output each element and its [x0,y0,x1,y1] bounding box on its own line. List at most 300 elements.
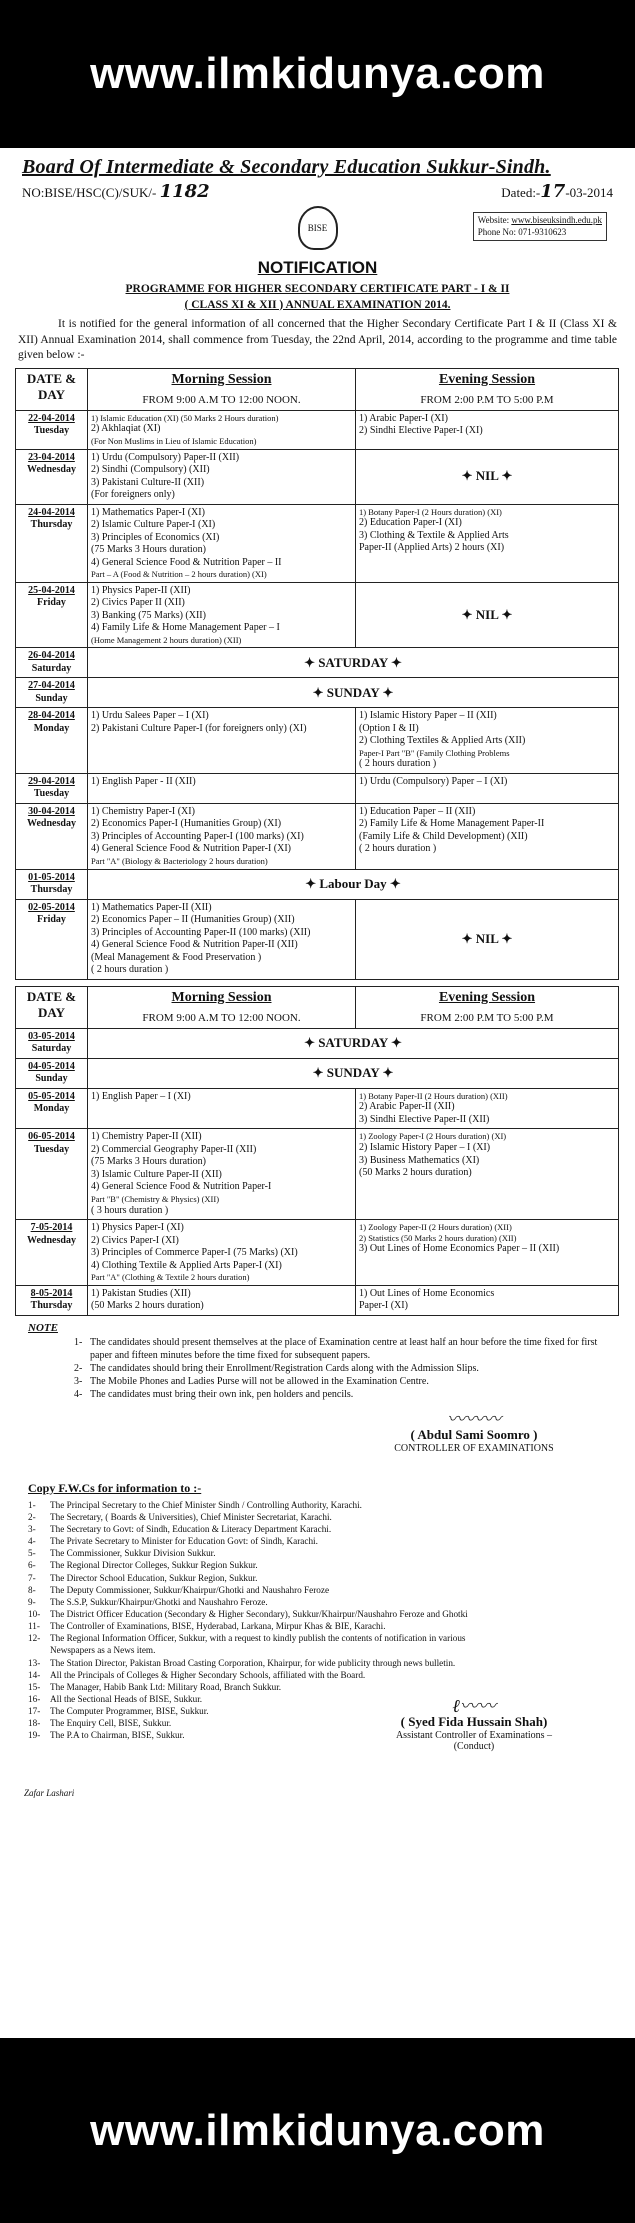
holiday-cell: ✦ SUNDAY ✦ [88,1058,619,1088]
paper-line: (Home Management 2 hours duration) (XII) [91,634,242,645]
paper-line: 3) Principles of Accounting Paper-II (100 marks) (XII) [91,926,311,938]
item-number: 19- [28,1730,41,1741]
morning-session-title: Morning Session [171,989,272,1005]
exam-day: Tuesday [33,1143,70,1155]
item-text: The Principal Secretary to the Chief Minister Sindh / Controlling Authority, Karachi. [50,1499,362,1510]
item-text: The Secretary to Govt: of Sindh, Education & Literacy Department Karachi. [50,1523,332,1534]
paper-line: 4) General Science Food & Nutrition Paper-II (XII) [91,939,298,951]
item-text: The Director School Education, Sukkur Region, Sukkur. [50,1572,258,1583]
item-number: 10- [28,1608,41,1619]
item-text: The Private Secretary to Minister for Education Govt: of Sindh, Karachi. [50,1536,318,1547]
exam-day: Monday [33,722,70,734]
copy-item [28,1669,488,1681]
reference-handwritten: 1182 [159,181,210,202]
paper-line: 1) English Paper – I (XI) [91,1090,191,1102]
paper-line: 3) Out Lines of Home Economics Paper – II (XII) [359,1243,560,1255]
paper-line: 4) General Science Food & Nutrition Paper-I (XI) [91,843,292,855]
schedule-row [16,582,619,648]
copy-item [28,1584,488,1596]
paper-line: 3) Principles of Accounting Paper-I (100 marks) (XI) [91,830,304,842]
item-text: The Regional Director Colleges, Sukkur Region Sukkur. [50,1560,258,1571]
date-cell [16,1285,88,1315]
evening-session-title: Evening Session [438,989,536,1005]
evening-papers [359,710,615,771]
item-text: The Commissioner, Sukkur Division Sukkur. [50,1548,216,1559]
exam-date: 7-05-2014 [30,1222,73,1234]
paper-line: 2) Civics Paper-I (XI) [91,1234,179,1246]
paper-line: 2) Akhlaqiat (XI) [91,423,161,435]
morning-papers [91,413,352,447]
paper-line: 2) Arabic Paper-II (XII) [359,1101,455,1113]
item-number: 18- [28,1718,41,1729]
notification-title: NOTIFICATION [257,258,378,277]
morning-cell [88,899,356,979]
date-cell [16,899,88,979]
schedule-row [16,504,619,582]
schedule-row [16,899,619,979]
exam-day: Saturday [31,662,72,674]
copy-item [28,1572,488,1584]
holiday-cell: ✦ Labour Day ✦ [88,869,619,899]
exam-date: 01-05-2014 [28,871,75,883]
paper-line: 1) Out Lines of Home Economics [359,1287,495,1299]
evening-cell [356,1220,619,1286]
paper-line: (75 Marks 3 Hours duration) [91,544,206,556]
item-text: The Secretary, ( Boards & Universities), Chief Minister Secretariat, Karachi. [50,1511,332,1522]
paper-line: 1) Education Paper – II (XII) [359,805,476,817]
exam-date: 03-05-2014 [28,1030,75,1042]
item-text: The Computer Programmer, BISE, Sukkur. [50,1706,209,1717]
paper-line: 2) Statistics (50 Marks 2 hours duration) (XII) [359,1232,517,1243]
item-number: 13- [28,1657,41,1668]
note-title: NOTE [28,1321,58,1334]
paper-line: 1) English Paper - II (XII) [91,775,196,787]
item-number: 5- [28,1548,36,1559]
paper-line: Part "A" (Clothing & Textile 2 hours duration) [91,1272,250,1283]
morning-papers [91,806,352,867]
date-cell [16,648,88,678]
date-cell [16,1220,88,1286]
date-day-label: DATE & DAY [26,988,77,1020]
schedule-row [16,410,619,449]
reference-row [14,181,621,202]
item-text: The candidates should present themselves at the place of Examination centre at least half an hour before the time fixed for first paper and fifteen minutes before the time fixed for subsequent papers. [90,1336,598,1361]
logo-area [14,206,621,254]
exam-day: Sunday [35,692,68,704]
evening-papers [359,1222,615,1256]
paper-line: Part "B" (Chemistry & Physics) (XII) [91,1193,220,1204]
evening-papers [359,507,615,555]
paper-line: ( 2 hours duration ) [91,964,169,976]
intro-paragraph: It is notified for the general information of all concerned that the Higher Secondary Certificate Part I & II (Class XI & XII) Annual Examination 2014, shall commence from Tuesday, the 22nd April, 2014, according to the programme and time table given below :- [18,318,617,362]
morning-papers [91,776,352,789]
date-day-header [16,986,88,1028]
paper-line: 1) Zoology Paper-I (2 Hours duration) (XI) [359,1131,507,1142]
morning-cell [88,504,356,582]
morning-papers [91,452,352,502]
banner-bottom[interactable]: www.ilmkidunya.com [0,2038,635,2223]
exam-day: Thursday [30,884,73,896]
item-number: 3- [28,1523,36,1534]
board-crest-icon: BISE [298,206,338,250]
item-number: 6- [28,1560,36,1571]
item-text: The Controller of Examinations, BISE, Hyderabad, Larkana, Mirpur Khas & BIE, Karachi. [50,1621,386,1632]
schedule-row [16,1088,619,1129]
exam-date: 06-05-2014 [28,1131,75,1143]
morning-cell [88,582,356,648]
evening-papers [359,806,615,856]
signature-1-mark: 〰〰〰 [447,1408,501,1430]
evening-nil: ✦ NIL ✦ [356,899,619,979]
date-cell [16,1028,88,1058]
evening-nil: ✦ NIL ✦ [356,449,619,504]
date-day-header [16,368,88,410]
evening-papers [359,1091,615,1127]
morning-cell [88,803,356,869]
schedule-table-part1 [15,368,619,980]
date-cell [16,449,88,504]
date-cell [16,678,88,708]
paper-line: 1) Physics Paper-II (XII) [91,584,191,596]
phone-number: 071-9310623 [518,226,567,237]
paper-line: 2) Pakistani Culture Paper-I (for foreigners only) (XI) [91,722,307,734]
evening-papers [359,776,615,789]
paper-line: 3) Islamic Culture Paper-II (XII) [91,1168,222,1180]
paper-line: Part – A (Food & Nutrition – 2 hours duration) (XI) [91,569,267,580]
paper-line: (For foreigners only) [91,489,175,501]
morning-session-header [88,986,356,1028]
paper-line: Part "A" (Biology & Bacteriology 2 hours duration) [91,855,268,866]
exam-date: 8-05-2014 [30,1287,73,1299]
morning-papers [91,902,352,977]
paper-line: 2) Sindhi (Compulsory) (XII) [91,464,210,476]
item-text: The candidates should bring their Enrollment/Registration Cards along with the Admission Slips. [90,1362,479,1374]
holiday-cell: ✦ SATURDAY ✦ [88,1028,619,1058]
evening-session-header [356,368,619,410]
item-number: 16- [28,1693,41,1704]
contact-box: Website: www.biseuksindh.edu.pk Phone No: 071-9310623 [473,212,607,241]
morning-papers [91,1288,352,1313]
note-item [74,1362,621,1375]
banner-top[interactable]: www.ilmkidunya.com [0,0,635,148]
paper-line: 2) Education Paper-I (XI) [359,517,462,529]
item-number: 9- [28,1596,36,1607]
copy-item [28,1608,488,1620]
morning-session-time: FROM 9:00 A.M TO 12:00 NOON. [142,394,301,407]
paper-line: Paper-I Part "B" (Family Clothing Problems [359,747,510,758]
morning-cell [88,1285,356,1315]
morning-session-time: FROM 9:00 A.M TO 12:00 NOON. [142,1012,301,1025]
exam-date: 30-04-2014 [28,805,75,817]
exam-day: Thursday [30,519,73,531]
note-item [74,1388,621,1401]
item-text: The Manager, Habib Bank Ltd: Military Road, Branch Sukkur. [50,1681,282,1692]
date-cell [16,803,88,869]
note-item [74,1336,621,1362]
date-cell [16,1088,88,1129]
copy-item [28,1499,488,1511]
schedule-table-part2 [15,986,619,1316]
item-text: The Regional Information Officer, Sukkur, with a request to kindly publish the contents of notification in various Newspapers as a News item. [50,1633,466,1656]
evening-session-time: FROM 2:00 P.M TO 5:00 P.M [420,394,554,407]
schedule-row [16,708,619,774]
morning-cell [88,773,356,803]
date-cell [16,869,88,899]
paper-line: Paper-I (XI) [359,1300,408,1312]
schedule-row [16,678,619,708]
evening-cell [356,773,619,803]
morning-cell [88,410,356,449]
morning-cell [88,1129,356,1220]
evening-session-header [356,986,619,1028]
item-text: All the Principals of Colleges & Higher Secondary Schools, affiliated with the Board. [50,1669,366,1680]
paper-line: 1) Islamic Education (XI) (50 Marks 2 Hours duration) [91,412,279,423]
morning-cell [88,1088,356,1129]
evening-session-title: Evening Session [438,371,536,387]
evening-papers [359,1131,615,1179]
item-number: 17- [28,1706,41,1717]
website-link[interactable]: www.biseuksindh.edu.pk [511,215,602,225]
evening-cell [356,1285,619,1315]
copy-item [28,1632,488,1656]
evening-cell [356,1129,619,1220]
copy-item [28,1657,488,1669]
item-number: 2- [74,1362,83,1374]
notification-document [0,148,635,2038]
paper-line: 2) Islamic History Paper – I (XI) [359,1142,491,1154]
evening-papers [359,413,615,438]
paper-line: 2) Clothing Textiles & Applied Arts (XII) [359,735,526,747]
holiday-cell: ✦ SATURDAY ✦ [88,648,619,678]
note-item [74,1375,621,1388]
paper-line: ( 2 hours duration ) [359,843,437,855]
item-text: The Mobile Phones and Ladies Purse will not be allowed in the Examination Centre. [90,1375,429,1387]
paper-line: (Meal Management & Food Preservation ) [91,951,262,963]
date-cell [16,1129,88,1220]
schedule-row [16,803,619,869]
exam-date: 29-04-2014 [28,775,75,787]
schedule-row [16,648,619,678]
paper-line: (For Non Muslims in Lieu of Islamic Education) [91,435,257,446]
copy-item [28,1547,488,1559]
item-text: The District Officer Education (Secondary & Higher Secondary), Sukkur/Khairpur/Naushahro Feroze and Ghotki [50,1608,468,1619]
item-number: 4- [74,1388,83,1400]
item-number: 3- [74,1375,83,1387]
paper-line: 1) Physics Paper-I (XI) [91,1222,184,1234]
exam-day: Sunday [35,1073,68,1085]
date-day-label: DATE & DAY [26,370,77,402]
paper-line: 1) Botany Paper-II (2 Hours duration) (XII) [359,1090,508,1101]
exam-date: 02-05-2014 [28,901,75,913]
paper-line: 1) Zoology Paper-II (2 Hours duration) (XII) [359,1222,512,1233]
morning-cell [88,1220,356,1286]
paper-line: (Family Life & Child Development) (XII) [359,830,528,842]
paper-line: 1) Urdu (Compulsory) Paper-II (XII) [91,451,240,463]
reference-number: NO:BISE/HSC(C)/SUK/- 1182 [22,181,210,202]
paper-line: 1) Urdu Salees Paper – I (XI) [91,710,209,722]
exam-day: Friday [37,597,66,609]
exam-day: Wednesday [27,1234,76,1246]
morning-papers [91,1222,352,1283]
item-text: The S.S.P, Sukkur/Khairpur/Ghotki and Naushahro Feroze. [50,1596,268,1607]
item-number: 4- [28,1536,36,1547]
exam-date: 24-04-2014 [28,506,75,518]
schedule-row [16,1129,619,1220]
copy-item [28,1620,488,1632]
table-header-row [16,986,619,1028]
evening-cell [356,1088,619,1129]
item-text: The P.A to Chairman, BISE, Sukkur. [50,1730,185,1741]
holiday-cell: ✦ SUNDAY ✦ [88,678,619,708]
schedule-row [16,1285,619,1315]
exam-date: 23-04-2014 [28,451,75,463]
paper-line: 1) Islamic History Paper – II (XII) [359,710,497,722]
paper-line: 1) Mathematics Paper-I (XI) [91,506,205,518]
exam-date: 27-04-2014 [28,680,75,692]
paper-line: 4) Clothing Textile & Applied Arts Paper-I (XI) [91,1259,282,1271]
evening-papers [359,1288,615,1313]
evening-cell [356,504,619,582]
schedule-row [16,1220,619,1286]
date-cell [16,504,88,582]
copy-item [28,1596,488,1608]
signatory-2-title: Assistant Controller of Examinations – [395,1729,553,1741]
exam-date: 25-04-2014 [28,584,75,596]
date-field: Dated:-17-03-2014 [501,181,613,202]
signatory-1-name: ( Abdul Sami Soomro ) [410,1426,538,1442]
schedule-row [16,869,619,899]
morning-papers [91,1091,352,1104]
paper-line: (50 Marks 2 hours duration) [359,1167,472,1179]
item-number: 12- [28,1633,41,1644]
paper-line: (Option I & II) [359,722,419,734]
item-number: 1- [28,1499,36,1510]
date-cell [16,582,88,648]
date-cell [16,410,88,449]
morning-papers [91,1131,352,1217]
paper-line: Paper-II (Applied Arts) 2 hours (XI) [359,542,505,554]
paper-line: 1) Botany Paper-I (2 Hours duration) (XI) [359,506,502,517]
paper-line: 1) Mathematics Paper-II (XII) [91,901,212,913]
schedule-row [16,1028,619,1058]
item-text: The Enquiry Cell, BISE, Sukkur. [50,1718,172,1729]
item-number: 2- [28,1511,36,1522]
date-cell [16,1058,88,1088]
signatory-2-name: ( Syed Fida Hussain Shah) [400,1713,548,1729]
notes-list [74,1336,621,1401]
paper-line: 3) Principles of Economics (XI) [91,531,220,543]
signature-block-1 [14,1401,621,1481]
evening-session-time: FROM 2:00 P.M TO 5:00 P.M [420,1012,554,1025]
programme-title: PROGRAMME FOR HIGHER SECONDARY CERTIFICATE PART - I & II ( CLASS XI & XII ) ANNUAL EXAMINATION 2014. [125,283,510,311]
exam-day: Tuesday [33,425,70,437]
evening-nil: ✦ NIL ✦ [356,582,619,648]
exam-date: 05-05-2014 [28,1090,75,1102]
evening-cell [356,708,619,774]
schedule-row [16,1058,619,1088]
exam-date: 22-04-2014 [28,412,75,424]
paper-line: 2) Islamic Culture Paper-I (XI) [91,519,216,531]
morning-papers [91,710,352,735]
exam-day: Monday [33,1103,70,1115]
date-cell [16,773,88,803]
item-number: 15- [28,1681,41,1692]
paper-line: 3) Principles of Commerce Paper-I (75 Marks) (XI) [91,1247,298,1259]
paper-line: 2) Civics Paper II (XII) [91,597,185,609]
item-number: 14- [28,1669,41,1680]
item-text: All the Sectional Heads of BISE, Sukkur. [50,1693,203,1704]
paper-line: 1) Chemistry Paper-I (XI) [91,805,195,817]
paper-line: 1) Chemistry Paper-II (XII) [91,1131,202,1143]
date-cell [16,708,88,774]
evening-cell [356,803,619,869]
schedule-row [16,773,619,803]
paper-line: 3) Banking (75 Marks) (XII) [91,609,206,621]
morning-cell [88,708,356,774]
schedule-row [16,449,619,504]
item-text: The candidates must bring their own ink, pen holders and pencils. [90,1388,354,1400]
paper-line: 1) Pakistan Studies (XII) [91,1287,191,1299]
paper-line: 4) Family Life & Home Management Paper – I [91,622,280,634]
signatory-1-title: CONTROLLER OF EXAMINATIONS [394,1442,554,1454]
exam-day: Wednesday [27,464,76,476]
exam-date: 04-05-2014 [28,1060,75,1072]
initials: Zafar Lashari [24,1787,75,1798]
table-header-row [16,368,619,410]
exam-date: 28-04-2014 [28,710,75,722]
copy-item [28,1523,488,1535]
paper-line: 4) General Science Food & Nutrition Paper – II [91,556,282,568]
item-number: 7- [28,1572,36,1583]
board-name: Board Of Intermediate & Secondary Education Sukkur-Sindh. [22,156,551,178]
morning-cell [88,449,356,504]
exam-day: Friday [37,914,66,926]
paper-line: 1) Arabic Paper-I (XI) [359,412,448,424]
paper-line: 3) Pakistani Culture-II (XII) [91,476,205,488]
paper-line: 1) Urdu (Compulsory) Paper – I (XI) [359,775,508,787]
copy-to-title: Copy F.W.Cs for information to :- [28,1480,202,1495]
paper-line: 2) Economics Paper-I (Humanities Group) (XI) [91,818,282,830]
copy-item [28,1535,488,1547]
morning-papers [91,507,352,580]
paper-line: (50 Marks 2 hours duration) [91,1300,204,1312]
paper-line: ( 3 hours duration ) [91,1204,169,1216]
paper-line: 3) Sindhi Elective Paper-II (XII) [359,1113,490,1125]
paper-line: 4) General Science Food & Nutrition Paper-I [91,1181,272,1193]
paper-line: 3) Clothing & Textile & Applied Arts [359,529,509,541]
item-number: 1- [74,1336,83,1348]
exam-day: Tuesday [33,788,70,800]
copy-item [28,1511,488,1523]
item-number: 8- [28,1584,36,1595]
exam-date: 26-04-2014 [28,650,75,662]
evening-cell [356,410,619,449]
exam-day: Thursday [30,1300,73,1312]
paper-line: 2) Sindhi Elective Paper-I (XI) [359,425,483,437]
copy-item [28,1559,488,1571]
item-text: The Station Director, Pakistan Broad Casting Corporation, Khairpur, for wide publicity through news bulletin. [50,1657,456,1668]
paper-line: (75 Marks 3 Hours duration) [91,1156,206,1168]
morning-papers [91,585,352,646]
morning-session-title: Morning Session [171,371,272,387]
paper-line: 2) Family Life & Home Management Paper-II [359,818,545,830]
item-number: 11- [28,1621,40,1632]
paper-line: 3) Business Mathematics (XI) [359,1154,480,1166]
exam-day: Wednesday [27,818,76,830]
paper-line: 2) Economics Paper – II (Humanities Group) (XII) [91,914,295,926]
morning-session-header [88,368,356,410]
item-text: The Deputy Commissioner, Sukkur/Khairpur/Ghotki and Naushahro Feroze [50,1584,330,1595]
